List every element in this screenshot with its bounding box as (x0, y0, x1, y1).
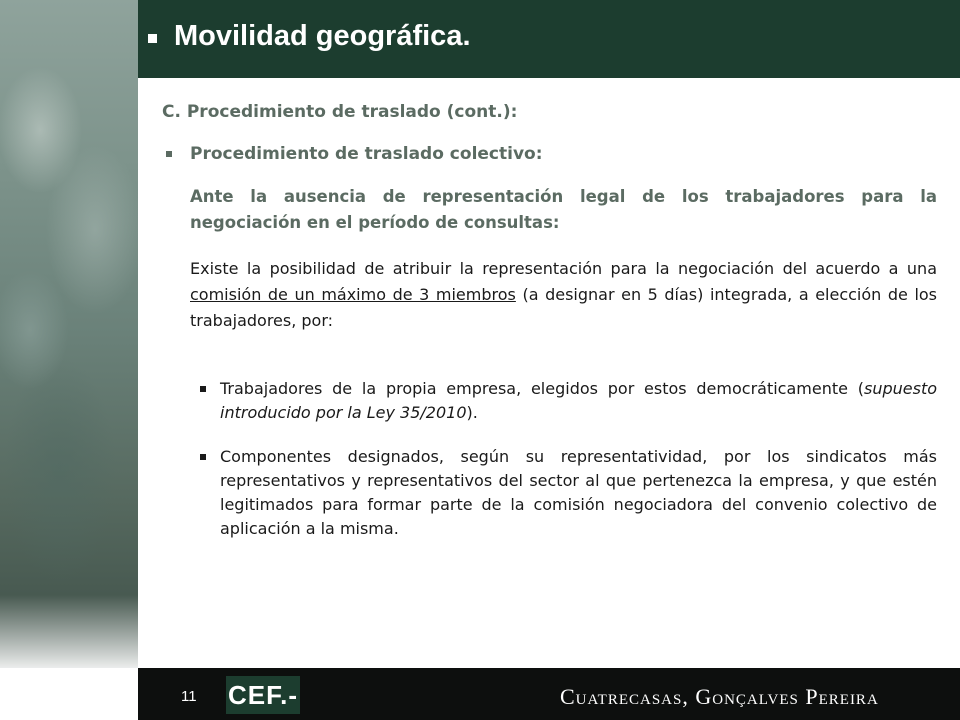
list-item-text (220, 445, 937, 541)
square-bullet-icon (166, 151, 172, 157)
list-item-main: Trabajadores de la propia empresa, elegidos por estos democráticamente ( (220, 379, 864, 398)
list-item-text (220, 377, 937, 425)
firm-name: Cuatrecasas, Gonçalves Pereira (560, 684, 879, 709)
page-number: 11 (181, 688, 197, 705)
list-item (200, 445, 937, 541)
slide-title: Movilidad geográfica. (174, 20, 471, 52)
list-item-italic: supuesto introducido por la Ley 35/2010 (220, 379, 937, 422)
body-text-start: Existe la posibilidad de atribuir la representación para la negociación del acuerdo a una (190, 259, 937, 278)
body-paragraph (190, 256, 937, 334)
body-text-underlined: comisión de un máximo de 3 miembros (190, 285, 516, 304)
sub-heading: Procedimiento de traslado colectivo: (190, 144, 543, 164)
bullet-list (200, 377, 937, 541)
list-item-main: Componentes designados, según su representatividad, por los sindicatos más representativos y representativos del sector al que pertenezca la empresa, y que estén legitimados para formar parte de la comisión negociadora del convenio colectivo de aplicación a la misma. (220, 447, 937, 538)
cef-logo: CEF.- (226, 676, 300, 714)
list-item-tail: ). (466, 403, 478, 422)
section-heading: C. Procedimiento de traslado (cont.): (162, 102, 518, 122)
slide-content (162, 96, 937, 561)
title-bullet-icon (148, 34, 157, 43)
square-bullet-icon (200, 386, 206, 392)
sub-heading-row (162, 144, 937, 164)
photo-fade (0, 595, 138, 668)
body-text-end: (a designar en 5 días) integrada, a elección de los trabajadores, por: (190, 285, 938, 330)
list-item (200, 377, 937, 425)
square-bullet-icon (200, 454, 206, 460)
intro-paragraph: Ante la ausencia de representación legal de los trabajadores para la negociación en el período de consultas: (190, 187, 937, 232)
background-photo (0, 0, 138, 668)
